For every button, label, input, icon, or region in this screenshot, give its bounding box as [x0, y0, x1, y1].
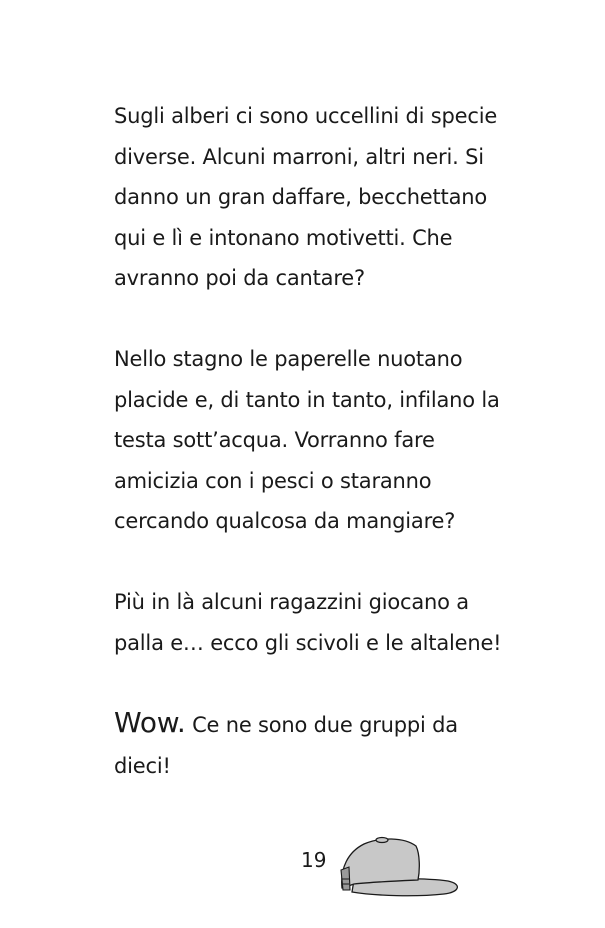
- paragraph-wow: [114, 703, 534, 786]
- page-body: [114, 96, 534, 786]
- wow-exclamation: Wow.: [114, 706, 186, 740]
- paragraph-playground: Più in là alcuni ragazzini giocano a palla e… ecco gli scivoli e le altalene!: [114, 589, 502, 655]
- paragraph-birds: Sugli alberi ci sono uccellini di specie diverse. Alcuni marroni, altri neri. Si danno un gran daffare, becchettano qui e lì e intonano motivetti. Che avranno poi da cantare?: [114, 104, 498, 291]
- page-number: 19: [301, 848, 327, 872]
- paragraph-ducks: Nello stagno le paperelle nuotano placide e, di tanto in tanto, infilano la testa sott’acqua. Vorranno fare amicizia con i pesci o staranno cercando qualcosa da mangiare?: [114, 346, 500, 534]
- wow-text: Ce ne sono due gruppi da dieci!: [114, 713, 458, 778]
- baseball-cap-icon: [336, 834, 462, 900]
